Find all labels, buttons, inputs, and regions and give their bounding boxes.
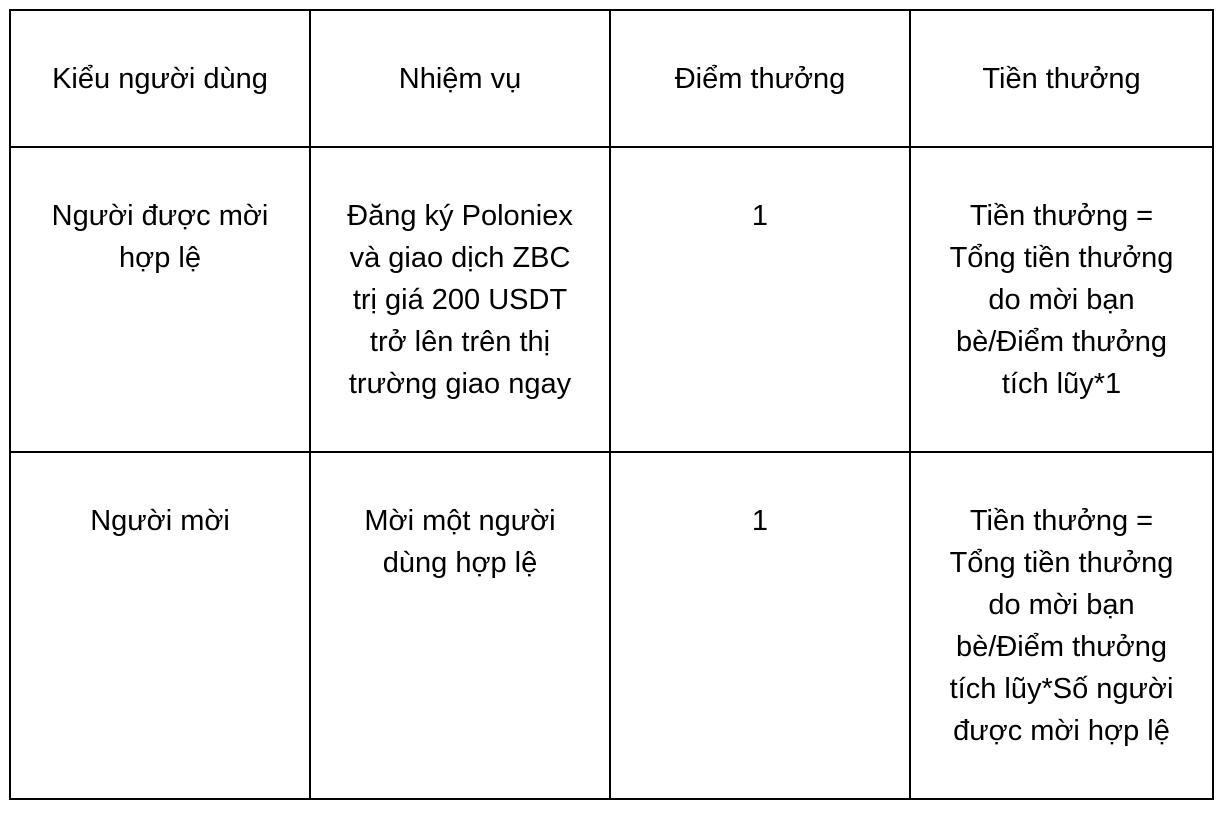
header-points: Điểm thưởng (610, 10, 910, 147)
cell-user-type: Người được mời hợp lệ (10, 147, 310, 452)
header-task: Nhiệm vụ (310, 10, 610, 147)
cell-points: 1 (610, 147, 910, 452)
cell-reward: Tiền thưởng = Tổng tiền thưởng do mời bạn bè/Điểm thưởng tích lũy*Số người được mời hợp lệ (910, 452, 1213, 799)
table-header-row (10, 10, 1213, 147)
cell-task: Mời một người dùng hợp lệ (310, 452, 610, 799)
reward-table (9, 9, 1214, 800)
cell-user-type: Người mời (10, 452, 310, 799)
table-row (10, 147, 1213, 452)
header-user-type: Kiểu người dùng (10, 10, 310, 147)
cell-task: Đăng ký Poloniex và giao dịch ZBC trị giá 200 USDT trở lên trên thị trường giao ngay (310, 147, 610, 452)
header-reward: Tiền thưởng (910, 10, 1213, 147)
table-row (10, 452, 1213, 799)
cell-reward: Tiền thưởng = Tổng tiền thưởng do mời bạn bè/Điểm thưởng tích lũy*1 (910, 147, 1213, 452)
cell-points: 1 (610, 452, 910, 799)
